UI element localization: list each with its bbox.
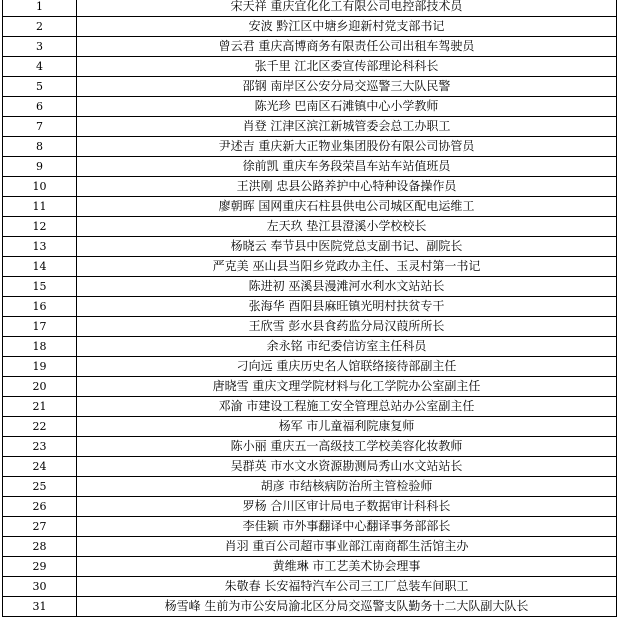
table-row: [3, 97, 617, 117]
row-name-and-title: 左天玖 垫江县澄溪小学校校长: [77, 217, 617, 237]
row-index: 24: [3, 457, 77, 477]
row-name-and-title: 王洪刚 忠县公路养护中心特种设备操作员: [77, 177, 617, 197]
table-row: [3, 497, 617, 517]
row-name-and-title: 胡彦 市结核病防治所主管检验师: [77, 477, 617, 497]
table-row: [3, 397, 617, 417]
row-index: 16: [3, 297, 77, 317]
row-index: 2: [3, 17, 77, 37]
row-name-and-title: 宋天祥 重庆宜化化工有限公司电控部技术员: [77, 0, 617, 17]
table-row: [3, 277, 617, 297]
row-name-and-title: 张海华 酉阳县麻旺镇光明村扶贫专干: [77, 297, 617, 317]
row-index: 26: [3, 497, 77, 517]
row-name-and-title: 肖羽 重百公司超市事业部江南商都生活馆主办: [77, 537, 617, 557]
table-row: [3, 237, 617, 257]
row-name-and-title: 唐晓雪 重庆文理学院材料与化工学院办公室副主任: [77, 377, 617, 397]
row-name-and-title: 吴群英 市水文水资源勘测局秀山水文站站长: [77, 457, 617, 477]
table-row: [3, 17, 617, 37]
row-index: 23: [3, 437, 77, 457]
row-index: 14: [3, 257, 77, 277]
row-index: 19: [3, 357, 77, 377]
row-name-and-title: 陈小丽 重庆五一高级技工学校美容化妆教师: [77, 437, 617, 457]
row-index: 4: [3, 57, 77, 77]
table-row: [3, 137, 617, 157]
table-row: [3, 197, 617, 217]
row-name-and-title: 徐前凯 重庆车务段荣昌车站车站值班员: [77, 157, 617, 177]
row-index: 27: [3, 517, 77, 537]
table-row: [3, 437, 617, 457]
row-name-and-title: 刁向远 重庆历史名人馆联络接待部副主任: [77, 357, 617, 377]
row-index: 1: [3, 0, 77, 17]
table-row: [3, 417, 617, 437]
row-name-and-title: 肖登 江津区滨江新城管委会总工办职工: [77, 117, 617, 137]
row-index: 11: [3, 197, 77, 217]
row-name-and-title: 罗杨 合川区审计局电子数据审计科科长: [77, 497, 617, 517]
row-index: 7: [3, 117, 77, 137]
row-index: 17: [3, 317, 77, 337]
row-name-and-title: 廖朝晖 国网重庆石柱县供电公司城区配电运维工: [77, 197, 617, 217]
row-index: 21: [3, 397, 77, 417]
table-row: [3, 37, 617, 57]
table-row: [3, 517, 617, 537]
row-index: 5: [3, 77, 77, 97]
row-name-and-title: 王欣雪 彭水县食药监分局汉葭所所长: [77, 317, 617, 337]
roster-table: [2, 0, 617, 617]
row-index: 20: [3, 377, 77, 397]
row-name-and-title: 陈光珍 巴南区石滩镇中心小学教师: [77, 97, 617, 117]
row-name-and-title: 黄维琳 市工艺美术协会理事: [77, 557, 617, 577]
row-name-and-title: 余永铭 市纪委信访室主任科员: [77, 337, 617, 357]
table-row: [3, 317, 617, 337]
row-name-and-title: 邵钢 南岸区公安分局交巡警三大队民警: [77, 77, 617, 97]
row-name-and-title: 曾云君 重庆高博商务有限责任公司出租车驾驶员: [77, 37, 617, 57]
row-name-and-title: 安波 黔江区中塘乡迎新村党支部书记: [77, 17, 617, 37]
row-index: 22: [3, 417, 77, 437]
row-index: 13: [3, 237, 77, 257]
table-row: [3, 557, 617, 577]
row-index: 15: [3, 277, 77, 297]
row-index: 8: [3, 137, 77, 157]
table-row: [3, 537, 617, 557]
row-name-and-title: 陈进初 巫溪县漫滩河水利水文站站长: [77, 277, 617, 297]
table-row: [3, 477, 617, 497]
row-name-and-title: 严克美 巫山县当阳乡党政办主任、玉灵村第一书记: [77, 257, 617, 277]
row-name-and-title: 杨晓云 奉节县中医院党总支副书记、副院长: [77, 237, 617, 257]
row-index: 29: [3, 557, 77, 577]
table-row: [3, 217, 617, 237]
table-row: [3, 297, 617, 317]
table-row: [3, 577, 617, 597]
row-name-and-title: 尹述吉 重庆新大正物业集团股份有限公司协管员: [77, 137, 617, 157]
row-index: 28: [3, 537, 77, 557]
table-row: [3, 0, 617, 17]
roster-body: [3, 0, 617, 617]
row-index: 6: [3, 97, 77, 117]
row-name-and-title: 朱敬春 长安福特汽车公司三工厂总装车间职工: [77, 577, 617, 597]
row-name-and-title: 杨军 市儿童福利院康复师: [77, 417, 617, 437]
row-index: 18: [3, 337, 77, 357]
row-name-and-title: 张千里 江北区委宣传部理论科科长: [77, 57, 617, 77]
row-index: 31: [3, 597, 77, 617]
row-name-and-title: 李佳颖 市外事翻译中心翻译事务部部长: [77, 517, 617, 537]
row-index: 30: [3, 577, 77, 597]
table-row: [3, 177, 617, 197]
row-index: 3: [3, 37, 77, 57]
table-row: [3, 257, 617, 277]
table-row: [3, 377, 617, 397]
table-row: [3, 117, 617, 137]
row-index: 25: [3, 477, 77, 497]
table-row: [3, 57, 617, 77]
table-row: [3, 357, 617, 377]
table-row: [3, 337, 617, 357]
row-name-and-title: 邓渝 市建设工程施工安全管理总站办公室副主任: [77, 397, 617, 417]
row-index: 12: [3, 217, 77, 237]
table-row: [3, 457, 617, 477]
row-index: 10: [3, 177, 77, 197]
table-row: [3, 77, 617, 97]
table-row: [3, 157, 617, 177]
row-index: 9: [3, 157, 77, 177]
table-row: [3, 597, 617, 617]
row-name-and-title: 杨雪峰 生前为市公安局渝北区分局交巡警支队勤务十二大队副大队长: [77, 597, 617, 617]
